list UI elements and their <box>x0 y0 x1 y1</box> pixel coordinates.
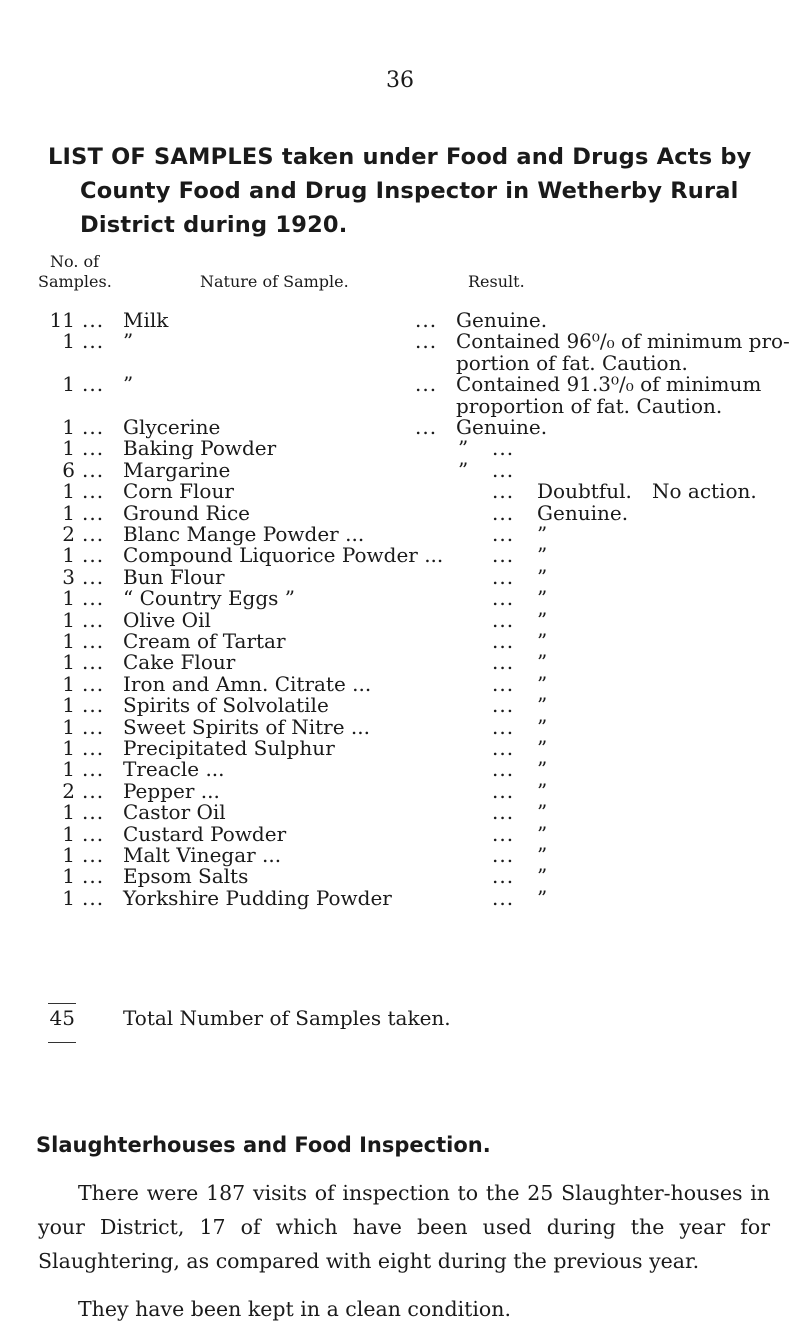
sample-name: Cream of Tartar <box>123 629 286 653</box>
leader-dots: ... <box>492 736 515 760</box>
leader-dots: ... <box>492 800 515 825</box>
leader-dots: ... <box>492 885 515 910</box>
sample-result: ” <box>458 457 469 482</box>
sample-count: 1 <box>62 757 75 782</box>
sample-result: ” <box>537 693 548 718</box>
sample-name: “ Country Eggs ” <box>123 586 295 611</box>
sample-count: 1 <box>62 629 75 653</box>
leader-dots: ... <box>82 436 105 461</box>
sample-result: ” <box>537 650 548 675</box>
leader-dots: ... <box>82 607 105 632</box>
sample-result-continued: portion of fat. Caution. <box>456 350 688 375</box>
leader-dots: ... <box>82 650 105 675</box>
leader-dots: ... <box>415 308 438 332</box>
sample-result: ” <box>537 757 548 782</box>
sample-count: 1 <box>62 607 75 632</box>
sample-count: 6 <box>62 457 75 482</box>
page-number: 36 <box>386 68 414 93</box>
sample-note: No action. <box>652 479 757 504</box>
sample-name: Olive Oil <box>123 607 211 632</box>
sample-result: ” <box>537 714 548 739</box>
sample-name: Malt Vinegar ... <box>123 843 282 867</box>
sample-result: ” <box>537 885 548 910</box>
sample-name: Ground Rice <box>123 500 250 525</box>
leader-dots: ... <box>82 885 105 910</box>
sample-result: ” <box>537 736 548 760</box>
leader-dots: ... <box>492 821 515 846</box>
column-header-result: Result. <box>468 272 525 291</box>
leader-dots: ... <box>492 457 515 482</box>
leader-dots: ... <box>415 372 438 397</box>
leader-dots: ... <box>492 671 515 696</box>
sample-result-continued: proportion of fat. Caution. <box>456 393 723 418</box>
leader-dots: ... <box>492 778 515 803</box>
column-header-nature: Nature of Sample. <box>200 272 349 291</box>
sample-count: 1 <box>62 693 75 718</box>
column-header-no-line-1: No. of <box>50 252 100 271</box>
heading-line-1: LIST OF SAMPLES taken under Food and Drugs Acts by <box>48 144 752 170</box>
sample-result: ” <box>537 778 548 803</box>
sample-name: Blanc Mange Powder ... <box>123 522 365 546</box>
leader-dots: ... <box>82 843 105 867</box>
sample-result: Contained 91.3⁰/₀ of minimum <box>456 372 762 397</box>
leader-dots: ... <box>492 650 515 675</box>
sample-name: Milk <box>123 308 169 332</box>
leader-dots: ... <box>492 693 515 718</box>
leader-dots: ... <box>82 821 105 846</box>
leader-dots: ... <box>82 329 105 354</box>
leader-dots: ... <box>492 843 515 867</box>
sample-name: Bun Flour <box>123 564 225 589</box>
sample-name: Cake Flour <box>123 650 236 675</box>
sample-result: ” <box>537 800 548 825</box>
sample-result: ” <box>537 843 548 867</box>
leader-dots: ... <box>492 500 515 525</box>
sample-name: Corn Flour <box>123 479 234 504</box>
heading-line-3: District during 1920. <box>80 212 348 238</box>
sample-result: ” <box>537 522 548 546</box>
sample-name: Custard Powder <box>123 821 287 846</box>
sample-name: Precipitated Sulphur <box>123 736 335 760</box>
leader-dots: ... <box>82 736 105 760</box>
leader-dots: ... <box>415 329 438 354</box>
total-row <box>0 1006 800 1032</box>
sample-count: 11 <box>49 308 75 332</box>
sample-result: ” <box>537 564 548 589</box>
leader-dots: ... <box>82 757 105 782</box>
leader-dots: ... <box>82 629 105 653</box>
leader-dots: ... <box>82 714 105 739</box>
leader-dots: ... <box>82 308 105 332</box>
sample-result: ” <box>537 543 548 568</box>
sample-result: ” <box>537 821 548 846</box>
leader-dots: ... <box>82 415 105 439</box>
leader-dots: ... <box>492 522 515 546</box>
sample-count: 2 <box>62 522 75 546</box>
leader-dots: ... <box>492 757 515 782</box>
sample-count: 2 <box>62 778 75 803</box>
leader-dots: ... <box>492 479 515 504</box>
sample-count: 1 <box>62 671 75 696</box>
paragraph-condition: They have been kept in a clean condition. <box>78 1297 511 1321</box>
sample-name: Spirits of Solvolatile <box>123 693 329 718</box>
sample-name: Iron and Amn. Citrate ... <box>123 671 372 696</box>
sample-name: Epsom Salts <box>123 864 249 889</box>
sample-count: 1 <box>62 415 75 439</box>
sample-result: ” <box>537 864 548 889</box>
table-row <box>0 886 800 912</box>
leader-dots: ... <box>82 479 105 504</box>
leader-dots: ... <box>492 586 515 611</box>
column-header-no-line-2: Samples. <box>38 272 112 291</box>
total-rule-bottom <box>48 1042 76 1043</box>
sample-result: ” <box>537 671 548 696</box>
leader-dots: ... <box>492 864 515 889</box>
leader-dots: ... <box>82 522 105 546</box>
paragraph-visits: There were 187 visits of inspection to the 25 Slaughter-houses in your District, 17 of which have been used during the year for Slaughtering, as compared with eight during the previous year. <box>38 1181 770 1273</box>
sample-result: ” <box>537 607 548 632</box>
leader-dots: ... <box>82 800 105 825</box>
sample-count: 1 <box>62 864 75 889</box>
leader-dots: ... <box>82 457 105 482</box>
leader-dots: ... <box>492 629 515 653</box>
heading-line-2: County Food and Drug Inspector in Wetherby Rural <box>80 178 739 204</box>
sample-count: 3 <box>62 564 75 589</box>
leader-dots: ... <box>82 693 105 718</box>
sample-count: 1 <box>62 543 75 568</box>
leader-dots: ... <box>492 714 515 739</box>
sample-count: 1 <box>62 329 75 354</box>
sample-count: 1 <box>62 650 75 675</box>
leader-dots: ... <box>82 864 105 889</box>
sample-name: ” <box>123 372 134 397</box>
sample-name: Baking Powder <box>123 436 277 461</box>
sample-count: 1 <box>62 479 75 504</box>
sample-count: 1 <box>62 736 75 760</box>
sample-count: 1 <box>62 843 75 867</box>
sample-name: Treacle ... <box>123 757 225 782</box>
sample-result: ” <box>537 629 548 653</box>
sample-name: Yorkshire Pudding Powder <box>123 885 392 910</box>
leader-dots: ... <box>82 500 105 525</box>
sample-result: ” <box>458 436 469 461</box>
sample-result: Doubtful. <box>537 479 632 504</box>
sample-count: 1 <box>62 372 75 397</box>
sample-count: 1 <box>62 800 75 825</box>
leader-dots: ... <box>82 564 105 589</box>
sample-result: Genuine. <box>456 415 548 439</box>
leader-dots: ... <box>82 586 105 611</box>
sample-result: Genuine. <box>456 308 548 332</box>
leader-dots: ... <box>415 415 438 439</box>
total-rule-top <box>48 1003 76 1004</box>
leader-dots: ... <box>492 607 515 632</box>
sample-name: Castor Oil <box>123 800 226 825</box>
sample-result: ” <box>537 586 548 611</box>
sample-count: 1 <box>62 885 75 910</box>
sample-count: 1 <box>62 586 75 611</box>
section-title: Slaughterhouses and Food Inspection. <box>36 1133 491 1157</box>
leader-dots: ... <box>82 543 105 568</box>
sample-result: Contained 96⁰/₀ of minimum pro- <box>456 329 790 354</box>
sample-count: 1 <box>62 436 75 461</box>
sample-count: 1 <box>62 821 75 846</box>
leader-dots: ... <box>82 671 105 696</box>
leader-dots: ... <box>82 372 105 397</box>
leader-dots: ... <box>492 436 515 461</box>
sample-count: 1 <box>62 714 75 739</box>
sample-name: Glycerine <box>123 415 221 439</box>
sample-result: Genuine. <box>537 500 629 525</box>
total-label: Total Number of Samples taken. <box>123 1006 451 1030</box>
leader-dots: ... <box>492 564 515 589</box>
sample-count: 1 <box>62 500 75 525</box>
leader-dots: ... <box>82 778 105 803</box>
sample-name: Margarine <box>123 457 231 482</box>
sample-name: Sweet Spirits of Nitre ... <box>123 714 370 739</box>
list-heading <box>48 140 768 242</box>
leader-dots: ... <box>492 543 515 568</box>
sample-name: ” <box>123 329 134 354</box>
total-count: 45 <box>49 1006 75 1030</box>
sample-name: Compound Liquorice Powder ... <box>123 543 444 568</box>
sample-name: Pepper ... <box>123 778 220 803</box>
